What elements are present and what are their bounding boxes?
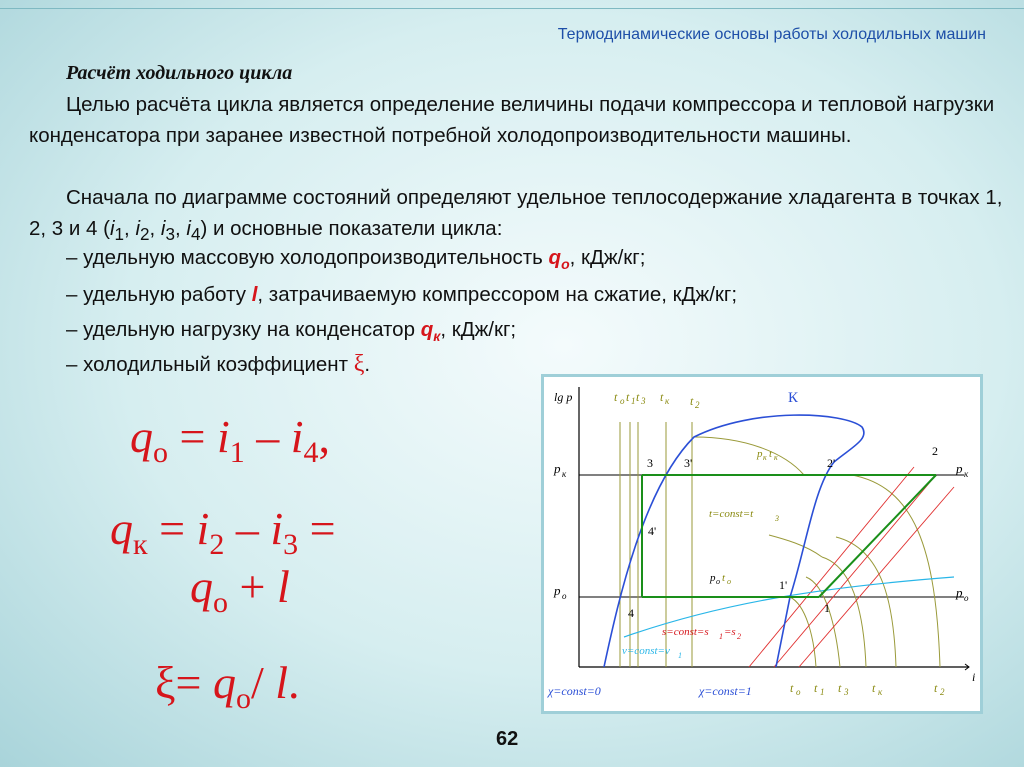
- paragraph-intro: Целью расчёта цикла является определение величины подачи компрессора и тепловой нагрузки конденсатора при заранее известной потребной холодопроизводительности машины.: [29, 93, 995, 147]
- header-title: Термодинамические основы работы холодильных машин: [557, 26, 986, 43]
- point-3: 3: [647, 456, 653, 470]
- s-const-label: s=const=s: [662, 626, 709, 638]
- enthalpy-symbol: i: [109, 217, 115, 240]
- po-to-psub: о: [716, 577, 720, 586]
- enthalpy-symbol: i: [135, 217, 140, 240]
- pk-tk-t: t: [769, 448, 773, 460]
- point-1: 1: [824, 601, 830, 615]
- pk-tk-p: p: [757, 448, 763, 460]
- f-sub: о: [235, 682, 251, 716]
- sym-main: q: [420, 318, 434, 341]
- po-left: p: [554, 583, 561, 598]
- pk-right: p: [956, 461, 963, 476]
- point-labels: [628, 444, 938, 620]
- adiabats: [749, 467, 954, 667]
- f-minus: –: [224, 503, 271, 554]
- f-xi: ξ: [155, 657, 176, 708]
- enthalpy-sub-3: 3: [165, 225, 175, 245]
- f-sub: 2: [209, 528, 225, 562]
- pk-left: p: [554, 461, 561, 476]
- point-4: 4: [628, 606, 634, 620]
- bullet-suffix: , кДж/кг;: [569, 246, 646, 269]
- chi-1-label: χ=const=1: [699, 684, 752, 698]
- sep: ,: [149, 217, 161, 240]
- f-i: i: [196, 503, 210, 554]
- f-minus: –: [244, 411, 291, 462]
- section-title: Расчёт ходильного цикла: [66, 62, 293, 84]
- f-end: =: [298, 503, 336, 554]
- y-axis-label: lg p: [554, 390, 573, 404]
- symbol-qk: [420, 318, 441, 345]
- top-label-sub: о: [620, 396, 625, 406]
- pk-left-sub: к: [562, 469, 567, 479]
- page-number: 62: [496, 728, 519, 750]
- f-q: q: [130, 411, 153, 462]
- bottom-label-sub: 1: [820, 687, 825, 697]
- f-q: q: [190, 561, 213, 612]
- paragraph-enthalpy-text-a: Сначала по диаграмме состояний определяют удельное теплосодержание хладагента в точках 1, 2, 3 и 4 (: [29, 186, 1003, 240]
- quality-labels: [547, 684, 752, 698]
- bullet-suffix: , кДж/кг;: [440, 318, 517, 341]
- formula-qk-continued: [190, 560, 290, 620]
- s-const-s1: 1: [719, 632, 723, 641]
- f-sub: 4: [303, 436, 319, 470]
- formula-qk: [110, 502, 336, 562]
- symbol-qo: [548, 246, 570, 273]
- point-2-prime: 2': [827, 456, 836, 470]
- top-label: t: [626, 390, 630, 404]
- enthalpy-sub-4: 4: [190, 225, 201, 245]
- point-2: 2: [932, 444, 938, 458]
- bullet-text: – удельную нагрузку на конденсатор: [66, 318, 421, 341]
- bottom-label-sub: к: [878, 687, 883, 697]
- f-sub: к: [133, 528, 148, 562]
- lgp-i-diagram: [541, 374, 983, 714]
- isochore-label: [622, 645, 682, 660]
- po-right-sub: о: [964, 593, 969, 603]
- s-const-eq: =s: [724, 626, 736, 638]
- f-i: i: [290, 411, 304, 462]
- formula-xi: [155, 656, 300, 716]
- bottom-label: t: [838, 681, 842, 695]
- f-slash: /: [250, 657, 276, 708]
- bullet-text: – удельную работу: [66, 283, 252, 306]
- top-label-sub: 3: [641, 396, 646, 406]
- top-label-sub: к: [665, 396, 670, 406]
- bottom-label: t: [872, 681, 876, 695]
- bottom-label: t: [814, 681, 818, 695]
- header-bar: [0, 8, 1024, 61]
- v-const-sub: 1: [678, 651, 682, 660]
- f-sub: 1: [229, 436, 245, 470]
- x-axis-label: i: [972, 670, 976, 684]
- po-left-sub: о: [562, 591, 567, 601]
- f-l: l: [275, 657, 289, 708]
- sep: ,: [174, 217, 187, 240]
- bottom-temperature-labels: [790, 681, 945, 697]
- bullet-condenser-load: [66, 318, 516, 344]
- paragraph-enthalpy-text-b: ) и основные показатели цикла:: [200, 217, 503, 240]
- enthalpy-sub-2: 2: [140, 225, 150, 245]
- po-to-p: p: [710, 572, 716, 584]
- f-plus: +: [228, 561, 277, 612]
- bullet-text: – удельную массовую холодопроизводительность: [66, 246, 549, 269]
- pressure-labels: [553, 461, 969, 603]
- top-label: t: [690, 394, 694, 408]
- paragraph-enthalpy: [29, 182, 1004, 250]
- bottom-label-sub: 3: [844, 687, 849, 697]
- bullet-text: – холодильный коэффициент: [66, 353, 354, 376]
- sym-sub: о: [561, 256, 570, 273]
- bullet-cooling-capacity: [66, 246, 645, 272]
- enthalpy-symbol: i: [186, 217, 191, 240]
- v-const-label: v=const=v: [622, 645, 670, 657]
- po-to-tsub: о: [727, 577, 731, 586]
- top-label: t: [660, 390, 664, 404]
- top-label: t: [636, 390, 640, 404]
- top-label: t: [614, 390, 618, 404]
- f-q: q: [110, 503, 133, 554]
- f-l: l: [276, 561, 290, 612]
- pk-tk-tsub: к: [774, 453, 778, 462]
- po-right: p: [956, 585, 963, 600]
- top-temperature-labels: [614, 390, 700, 410]
- bullet-work: [66, 283, 737, 307]
- f-i: i: [216, 411, 230, 462]
- top-label-sub: 2: [695, 400, 700, 410]
- s-const-s2: 2: [737, 632, 741, 641]
- f-eq: =: [168, 411, 217, 462]
- bottom-label: t: [934, 681, 938, 695]
- f-end: ,: [318, 411, 331, 462]
- point-4-prime: 4': [648, 524, 657, 538]
- point-1-prime: 1': [779, 578, 788, 592]
- symbol-l: l: [251, 283, 258, 306]
- pk-right-sub: к: [964, 469, 969, 479]
- symbol-xi: ξ: [353, 351, 365, 377]
- top-label-sub: 1: [631, 396, 636, 406]
- f-eq: =: [147, 503, 197, 554]
- formula-qo: [130, 410, 330, 470]
- f-sub: о: [153, 436, 168, 470]
- curve-labels-olive: [709, 448, 779, 586]
- bottom-label-sub: о: [796, 687, 801, 697]
- po-to-t: t: [722, 572, 726, 584]
- adiabat-label: [662, 626, 741, 641]
- bottom-label: t: [790, 681, 794, 695]
- f-end: .: [288, 657, 300, 708]
- f-sub: 3: [283, 528, 299, 562]
- sym-sub: к: [433, 328, 441, 345]
- bottom-label-sub: 2: [940, 687, 945, 697]
- bullet-suffix: .: [364, 353, 371, 376]
- f-eq: =: [175, 657, 213, 708]
- pk-tk-psub: к: [763, 453, 767, 462]
- point-3-prime: 3': [684, 456, 693, 470]
- enthalpy-symbol: i: [160, 217, 166, 240]
- f-sub: о: [213, 586, 228, 620]
- f-i: i: [270, 503, 284, 554]
- sym-main: q: [548, 246, 562, 269]
- bullet-coefficient: [66, 351, 370, 378]
- bullet-suffix: , затрачиваемую компрессором на сжатие, кДж/кг;: [257, 283, 738, 306]
- diagram-svg: [544, 377, 980, 711]
- t-const-label: t=const=t: [709, 508, 754, 520]
- enthalpy-sub-1: 1: [114, 225, 125, 245]
- chi-0-label: χ=const=0: [548, 684, 601, 698]
- t-const-sub: 3: [775, 514, 779, 523]
- f-q: q: [212, 657, 236, 708]
- critical-point-label: К: [788, 390, 799, 406]
- sep: ,: [124, 217, 136, 240]
